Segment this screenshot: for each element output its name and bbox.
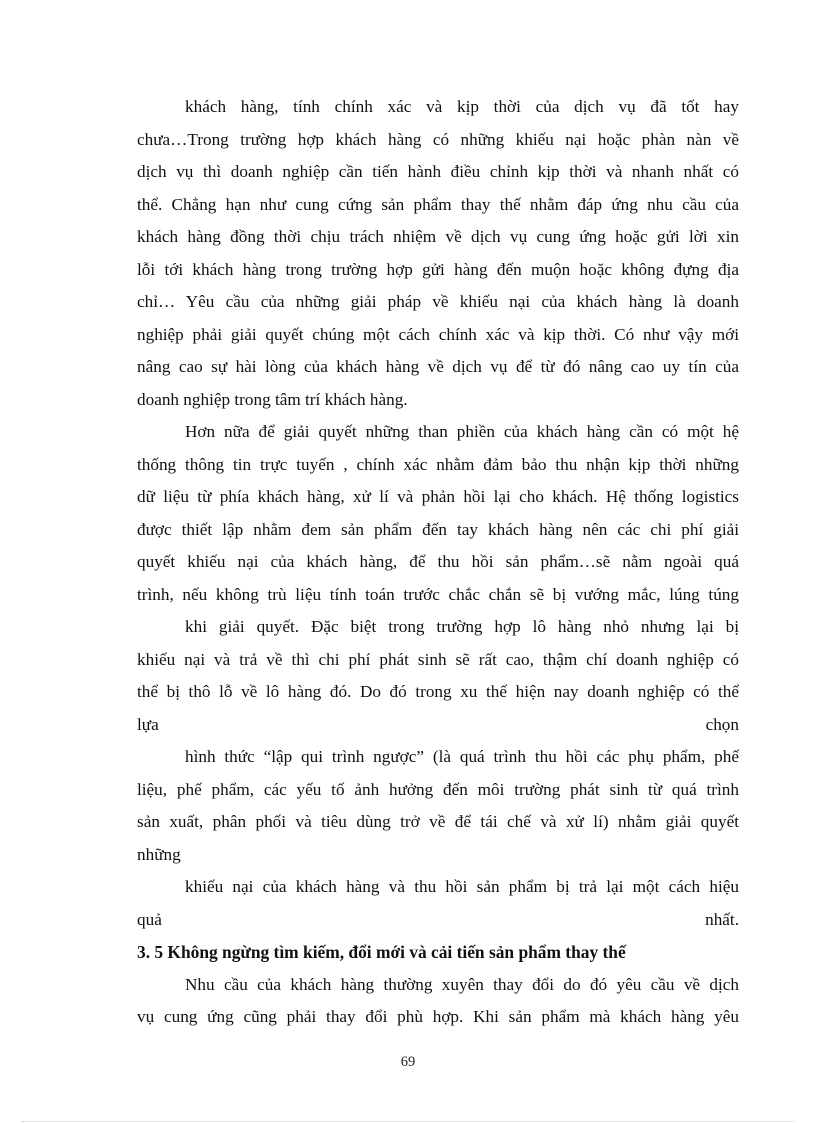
text-line: dữ liệu từ phía khách hàng, xử lí và phản hồi lại cho khách. Hệ thống logistics: [137, 487, 739, 506]
text-line: được thiết lập nhằm đem sản phẩm đến tay khách hàng nên các chi phí giải: [137, 519, 739, 539]
text-line: dịch vụ thì doanh nghiệp cần tiến hành điều chỉnh kịp thời và nhanh nhất có: [137, 162, 739, 181]
text-line: khi giải quyết. Đặc biệt trong trường hợp lô hàng nhỏ nhưng lại bị: [185, 617, 739, 636]
body-text: [137, 91, 739, 1034]
text-line: thể. Chẳng hạn như cung cứng sản phẩm thay thế nhằm đáp ứng nhu cầu của: [137, 194, 739, 214]
text-line: lỗi tới khách hàng trong trường hợp gửi hàng đến muộn hoặc không đựng địa: [137, 259, 739, 279]
text-line: nâng cao sự hài lòng của khách hàng về dịch vụ để từ đó nâng cao uy tín của: [137, 357, 739, 376]
text-line: Hơn nữa để giải quyết những than phiền của khách hàng cần có một hệ: [185, 422, 739, 441]
text-line: nghiệp phải giải quyết chúng một cách chính xác và kịp thời. Có như vậy mới: [137, 324, 739, 344]
text-line: sản xuất, phân phối và tiêu dùng trở về để tái chế và xử lí) nhằm giải quyết: [137, 812, 739, 831]
text-line: khách hàng, tính chính xác và kịp thời của dịch vụ đã tốt hay: [185, 97, 739, 116]
text-line: hình thức “lập qui trình ngược” (là quá trình thu hồi các phụ phẩm, phế: [185, 747, 739, 766]
text-line: vụ cung ứng cũng phải thay đổi phù hợp. Khi sản phẩm mà khách hàng yêu: [137, 1007, 739, 1026]
section-heading: 3. 5 Không ngừng tìm kiếm, đổi mới và cải tiến sản phẩm thay thế: [137, 942, 626, 962]
text-line: thống thông tin trực tuyến , chính xác nhằm đảm bảo thu nhận kịp thời những: [137, 454, 739, 474]
text-line: doanh nghiệp trong tâm trí khách hàng.: [137, 389, 408, 409]
text-line: Nhu cầu của khách hàng thường xuyên thay đổi do đó yêu cầu về dịch: [185, 974, 739, 994]
text-line: khiếu nại của khách hàng và thu hồi sản phẩm bị trả lại một cách hiệu: [185, 877, 739, 896]
text-line: quả nhất.: [137, 909, 739, 929]
text-line: trình, nếu không trù liệu tính toán trước chắc chắn sẽ bị vướng mắc, lúng túng: [137, 584, 739, 604]
text-line: những: [137, 844, 181, 864]
text-line: lựa chọn: [137, 714, 739, 734]
text-line: quyết khiếu nại của khách hàng, để thu hồi sản phẩm…sẽ nằm ngoài quá: [137, 552, 739, 571]
text-line: khách hàng đồng thời chịu trách nhiệm về dịch vụ cung ứng hoặc gửi lời xin: [137, 227, 739, 246]
page-number: 69: [400, 1054, 416, 1070]
text-line: khiếu nại và trả về thì chi phí phát sinh sẽ rất cao, thậm chí doanh nghiệp có: [137, 649, 739, 669]
text-line: liệu, phế phẩm, các yếu tố ảnh hưởng đến môi trường phát sinh từ quá trình: [137, 779, 739, 799]
text-line: chỉ… Yêu cầu của những giải pháp về khiếu nại của khách hàng là doanh: [137, 292, 739, 311]
footer-divider: [22, 1121, 794, 1122]
text-line: thể bị thô lỗ về lô hàng đó. Do đó trong xu thế hiện nay doanh nghiệp có thể: [137, 682, 739, 701]
text-line: chưa…Trong trường hợp khách hàng có những khiếu nại hoặc phàn nàn về: [137, 129, 739, 149]
